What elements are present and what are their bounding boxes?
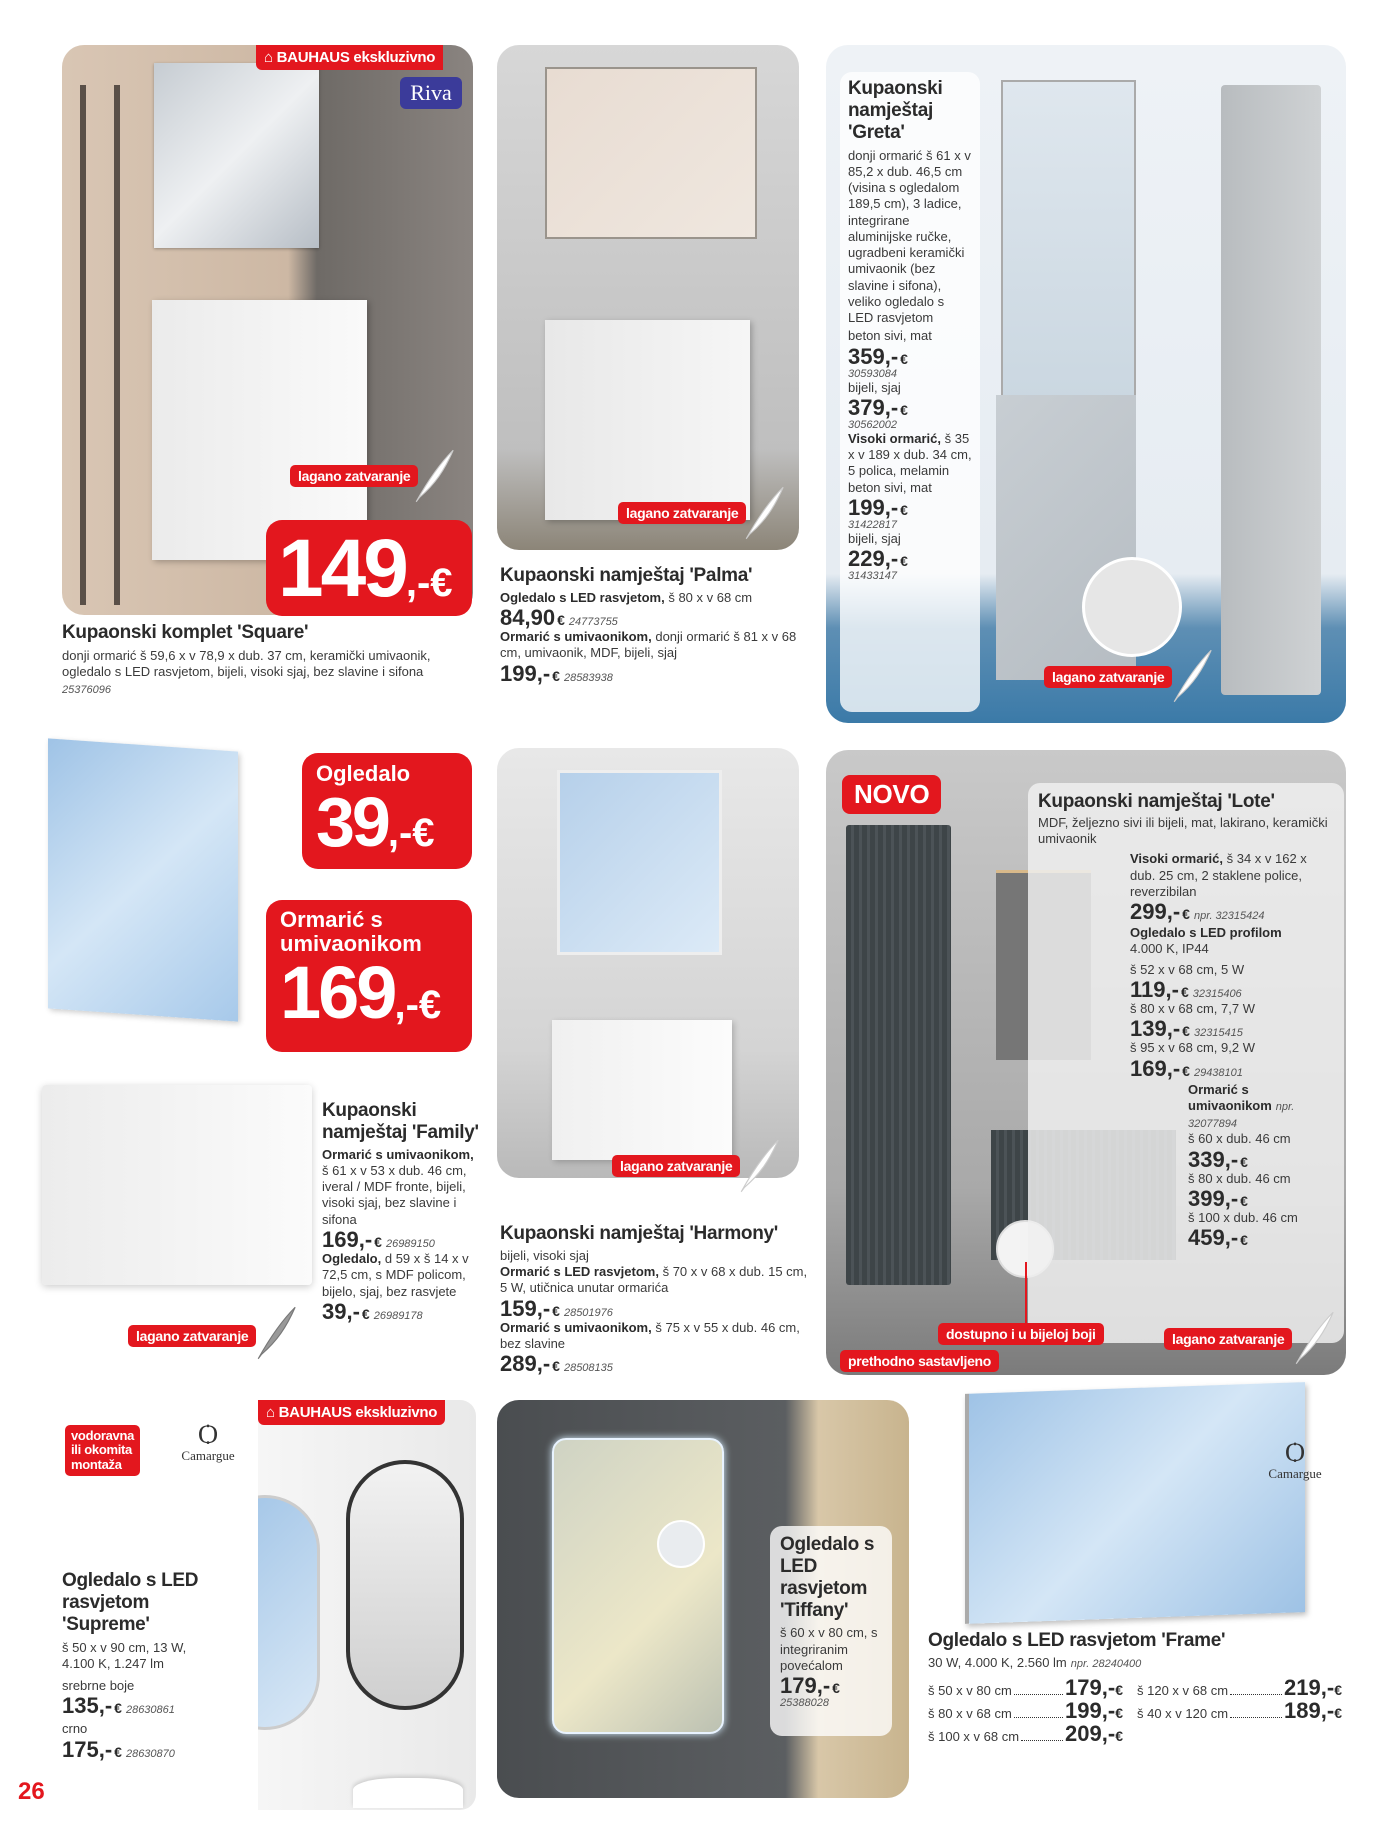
feather-icon: [1290, 1310, 1336, 1366]
greta-tall-price-concrete: 199,- €: [848, 494, 908, 520]
greta-info-panel: Kupaonski namještaj 'Greta' donji ormarić š 61 x v 85,2 x dub. 46,5 cm (visina s ogledalom 189,5 cm), 3 ladice, integrirane aluminijske ručke, ugradbeni keramički umivaonik (bez slavine i sifona), veliko ogledalo s LED rasvjetom beton sivi, mat 359,- € 30593084 bijeli, sjaj 379,- € 30562002 Visoki ormarić, š 35 x v 189 x dub. 34 cm, 5 polica, melamin beton sivi, mat 199,- € 31422817 bijeli, sjaj 229,- € 31433147: [840, 72, 980, 712]
lote-cabinet-price-80: 399,- €: [1188, 1186, 1248, 1212]
frame-size-row: š 50 x v 80 cm 179,- €: [928, 1674, 1123, 1700]
soft-close-badge: lagano zatvaranje: [290, 465, 418, 487]
frame-size-row: š 100 x v 68 cm 209,- €: [928, 1721, 1123, 1747]
soft-close-badge: lagano zatvaranje: [1164, 1328, 1292, 1350]
house-icon: ⌂: [264, 49, 277, 66]
ladder-image: [80, 85, 120, 605]
soft-close-badge: lagano zatvaranje: [618, 502, 746, 524]
family-title: Kupaonski namještaj 'Family': [322, 1100, 479, 1143]
tiffany-price: 179,- €: [780, 1673, 840, 1699]
harmony-mirror-price: 159,- € 28501976: [500, 1295, 613, 1321]
bauhaus-exclusive-badge: ⌂ BAUHAUS ekskluzivno: [256, 45, 443, 70]
frame-size-row: š 80 x v 68 cm 199,- €: [928, 1697, 1123, 1723]
family-mirror-price-badge: Ogledalo 39,-€: [302, 753, 472, 869]
magnifier-image: [657, 1520, 705, 1568]
frame-mirror-image: [965, 1382, 1305, 1624]
frame-info: Ogledalo s LED rasvjetom 'Frame' 30 W, 4.000 K, 2.560 lm npr. 28240400 š 50 x v 80 cm 179,- € š 80 x v 68 cm 199,- € š 100 x v 68 cm 209,- € š 120 x v 68 cm 219,- € š 40 x v 120 cm 189,- €: [928, 1630, 1348, 1745]
camargue-logo: Ѻ Camargue: [168, 1422, 248, 1464]
vanity-cabinet-image: [552, 1020, 732, 1160]
family-cabinet-image: [42, 1085, 312, 1285]
soft-close-badge: lagano zatvaranje: [1044, 666, 1172, 688]
greta-tall-price-white: 229,- €: [848, 546, 908, 572]
mirror-image: [1001, 80, 1136, 420]
vanity-cabinet-image: [545, 320, 750, 520]
family-cabinet-price-badge: Ormarić s umivaonikom 169,-€: [266, 900, 472, 1052]
greta-price-white: 379,- €: [848, 394, 908, 420]
supreme-price-black: 175,- € 28630870: [62, 1736, 175, 1762]
soft-close-badge: lagano zatvaranje: [612, 1155, 740, 1177]
house-icon: ⌂: [266, 1404, 279, 1421]
greta-desc: donji ormarić š 61 x v 85,2 x dub. 46,5 cm (visina s ogledalom 189,5 cm), 3 ladice, integrirane aluminijske ručke, ugradbeni keramički umivaonik (bez slavine i sifona), veliko ogledalo s LED rasvjetom: [848, 147, 971, 326]
lote-mirror-price-52: 119,- € 32315406: [1130, 976, 1242, 1002]
frame-size-row: š 120 x v 68 cm 219,- €: [1137, 1674, 1342, 1700]
bauhaus-exclusive-badge: ⌂ BAUHAUS ekskluzivno: [258, 1400, 445, 1425]
camargue-logo: Ѻ Camargue: [1250, 1440, 1340, 1482]
harmony-product-photo: [497, 748, 799, 1178]
frame-title: Ogledalo s LED rasvjetom 'Frame': [928, 1630, 1226, 1651]
also-white-badge: dostupno i u bijeloj boji: [938, 1323, 1104, 1345]
harmony-title: Kupaonski namještaj 'Harmony': [500, 1223, 779, 1244]
family-mirror-image: [48, 738, 238, 1021]
sink-image: [353, 1778, 463, 1808]
family-cabinet-price: 169,- € 26989150: [322, 1226, 435, 1252]
callout-line: [1025, 1262, 1027, 1324]
square-info: [62, 622, 472, 696]
led-mirror-image: [552, 1438, 724, 1734]
tiffany-title: Ogledalo s LED rasvjetom 'Tiffany': [780, 1534, 875, 1621]
riva-logo: Riva: [400, 77, 462, 109]
greta-price-concrete: 359,- €: [848, 343, 908, 369]
soft-close-badge: lagano zatvaranje: [128, 1325, 256, 1347]
tall-cabinet-image: [1221, 85, 1321, 695]
palma-title: Kupaonski namještaj 'Palma': [500, 565, 753, 586]
lote-cabinet-price-60: 339,- €: [1188, 1146, 1248, 1172]
feather-icon: [252, 1305, 298, 1361]
camargue-swirl-icon: Ѻ: [198, 1420, 218, 1449]
palma-item-cabinet: Ormarić s umivaonikom, donji ormarić š 81 x v 68 cm, umivaonik, MDF, bijeli, sjaj: [500, 629, 797, 661]
mirror-image: [154, 63, 319, 248]
feather-icon: [735, 1138, 781, 1194]
mirror-cabinet-image: [557, 770, 722, 955]
square-title: Kupaonski komplet 'Square': [62, 622, 309, 643]
lote-info-panel: Kupaonski namještaj 'Lote' MDF, željezno sivi ili bijeli, mat, lakirano, keramički umivaonik Visoki ormarić, š 34 x v 162 x dub. 25 cm, 2 staklene police, reverzibilan 299,- € npr. 32315424 Ogledalo s LED profilom 4.000 K, IP44 š 52 x v 68 cm, 5 W 119,- € 32315406 š 80 x v 68 cm, 7,7 W 139,- € 32315415 š 95 x v 68 cm, 9,2 W 169,- € 29438101 Ormarić s umivaonikom npr. 32077894 š 60 x dub. 46 cm 339,- € š 80 x dub. 46 cm 399,- € š 100 x dub. 46 cm 459,- €: [1028, 783, 1344, 1343]
harmony-info: Kupaonski namještaj 'Harmony' bijeli, visoki sjaj Ormarić s LED rasvjetom, š 70 x v 68 x dub. 15 cm, 5 W, utičnica unutar ormarića 159,- € 28501976 Ormarić s umivaonikom, š 75 x v 55 x dub. 46 cm, bez slavine 289,- € 28508135: [500, 1223, 810, 1375]
palma-product-photo: [497, 45, 799, 550]
lote-title: Kupaonski namještaj 'Lote': [1038, 791, 1275, 812]
family-mirror-price: 39,- € 26989178: [322, 1298, 423, 1324]
camargue-swirl-icon: Ѻ: [1285, 1438, 1305, 1467]
palma-cabinet-price: 199,- € 28583938: [500, 660, 613, 686]
family-info: Kupaonski namještaj 'Family' Ormarić s umivaonikom, š 61 x v 53 x dub. 46 cm, iveral / MDF fronte, bijeli, visoki sjaj, bez slavine i sifona 169,- € 26989150 Ogledalo, d 59 x š 14 x v 72,5 cm, s MDF policom, bijelo, sjaj, bez rasvjete 39,- € 26989178: [322, 1100, 482, 1323]
palma-item-mirror: Ogledalo s LED rasvjetom, š 80 x v 68 cm: [500, 589, 753, 605]
new-badge: NOVO: [842, 775, 941, 814]
black-mirror-image: [346, 1460, 464, 1710]
lote-mirror-price-95: 169,- € 29438101: [1130, 1055, 1243, 1081]
lote-tall-price: 299,- € npr. 32315424: [1130, 899, 1265, 925]
page-number: 26: [18, 1778, 45, 1805]
palma-info: [500, 565, 800, 685]
silver-mirror-image: [258, 1495, 320, 1730]
frame-size-row: š 40 x v 120 cm 189,- €: [1137, 1697, 1342, 1723]
tiffany-info-panel: Ogledalo s LED rasvjetom 'Tiffany' š 60 x v 80 cm, s integriranim povećalom 179,- € 25388028: [770, 1526, 892, 1736]
harmony-cabinet-price: 289,- € 28508135: [500, 1351, 613, 1377]
mounting-badge: vodoravna ili okomita montaža: [65, 1425, 140, 1476]
feather-icon: [740, 485, 786, 541]
supreme-info: Ogledalo s LED rasvjetom 'Supreme' š 50 x v 90 cm, 13 W, 4.100 K, 1.247 lm srebrne boje 135,- € 28630861 crno 175,- € 28630870: [62, 1570, 212, 1761]
supreme-product-photo: [258, 1400, 476, 1810]
lote-cabinet-price-100: 459,- €: [1188, 1225, 1248, 1251]
mirror-image: [545, 67, 757, 239]
drawer-detail-circle: [1082, 557, 1182, 657]
square-big-price-badge: 149,-€: [266, 520, 472, 616]
tall-cabinet-image: [846, 825, 951, 1285]
greta-title: Kupaonski namještaj 'Greta': [848, 78, 943, 143]
palma-mirror-price: 84,90 € 24773755: [500, 605, 618, 631]
lote-mirror-price-80: 139,- € 32315415: [1130, 1016, 1243, 1042]
supreme-price-silver: 135,- € 28630861: [62, 1693, 175, 1719]
feather-icon: [1168, 648, 1214, 704]
preassembled-badge: prethodno sastavljeno: [840, 1350, 999, 1372]
square-sku: 25376096: [62, 684, 111, 697]
square-desc: donji ormarić š 59,6 x v 78,9 x dub. 37 cm, keramički umivaonik, ogledalo s LED rasvjetom, bijeli, visoki sjaj, bez slavine i sifona: [62, 647, 431, 680]
feather-icon: [410, 448, 456, 504]
supreme-title: Ogledalo s LED rasvjetom 'Supreme': [62, 1570, 199, 1635]
